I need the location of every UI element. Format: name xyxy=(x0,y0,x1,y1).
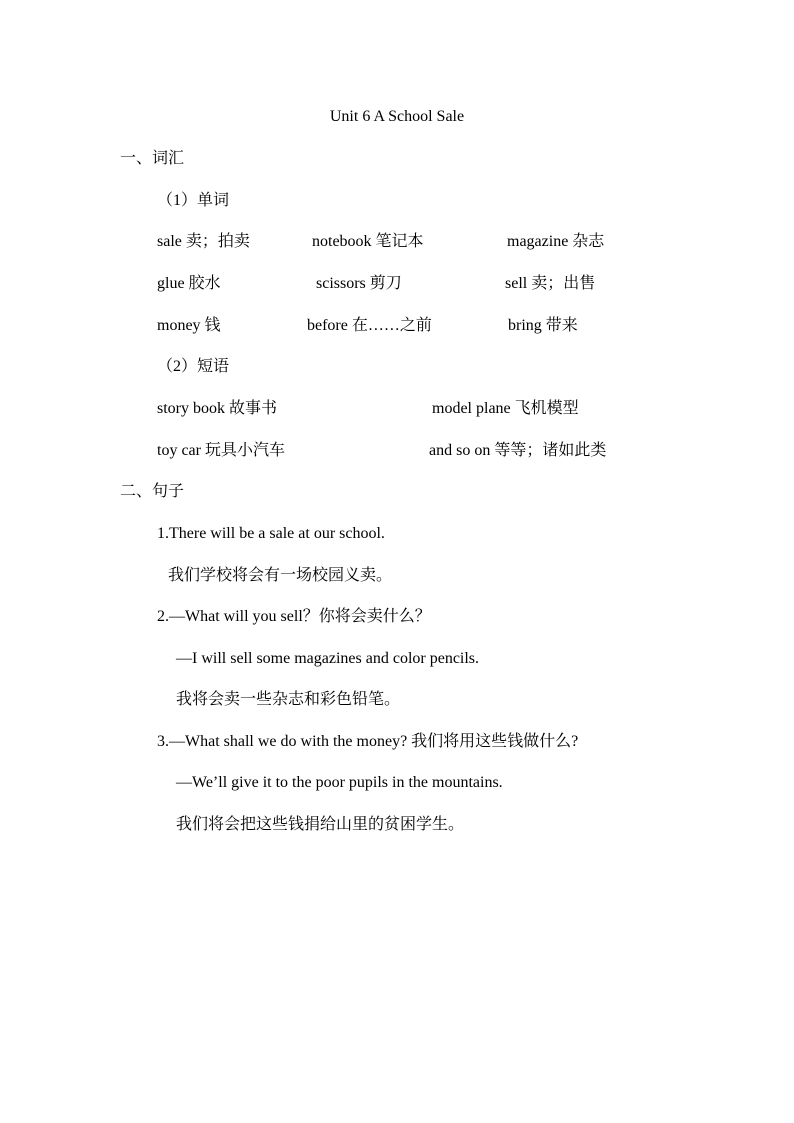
sentence-line: 1.There will be a sale at our school. xyxy=(157,525,385,542)
word-item: money 钱 xyxy=(157,317,221,334)
sentence-line: 2.—What will you sell？你将会卖什么？ xyxy=(157,608,431,625)
sentence-translation: 我将会卖一些杂志和彩色铅笔。 xyxy=(176,691,401,708)
sentence-line: 3.—What shall we do with the money? 我们将用这些钱做什么? xyxy=(157,733,579,750)
sentence-translation: 我们将会把这些钱捐给山里的贫困学生。 xyxy=(176,816,465,833)
word-item: scissors 剪刀 xyxy=(316,275,402,292)
subheading-words: （1）单词 xyxy=(157,192,230,209)
word-item: magazine 杂志 xyxy=(507,233,605,250)
word-item: sell 卖；出售 xyxy=(505,275,596,292)
phrase-item: model plane 飞机模型 xyxy=(432,400,579,417)
word-row xyxy=(0,316,794,336)
sentence-translation: 我们学校将会有一场校园义卖。 xyxy=(168,567,393,584)
phrase-item: and so on 等等；诸如此类 xyxy=(429,442,607,459)
word-item: bring 带来 xyxy=(508,317,578,334)
subheading-phrases: （2）短语 xyxy=(157,358,230,375)
section-heading-sentences: 二、句子 xyxy=(120,483,185,500)
phrase-row xyxy=(0,441,794,461)
word-item: sale 卖；拍卖 xyxy=(157,233,250,250)
phrase-row xyxy=(0,399,794,419)
sentence-line: —We’ll give it to the poor pupils in the mountains. xyxy=(176,774,503,791)
word-row xyxy=(0,232,794,252)
phrase-item: story book 故事书 xyxy=(157,400,278,417)
word-item: before 在……之前 xyxy=(307,317,432,334)
phrase-item: toy car 玩具小汽车 xyxy=(157,442,285,459)
word-item: notebook 笔记本 xyxy=(312,233,424,250)
word-item: glue 胶水 xyxy=(157,275,221,292)
word-row xyxy=(0,274,794,294)
document-title: Unit 6 A School Sale xyxy=(329,108,465,125)
sentence-line: —I will sell some magazines and color pencils. xyxy=(176,650,480,667)
section-heading-vocabulary: 一、词汇 xyxy=(120,150,185,167)
